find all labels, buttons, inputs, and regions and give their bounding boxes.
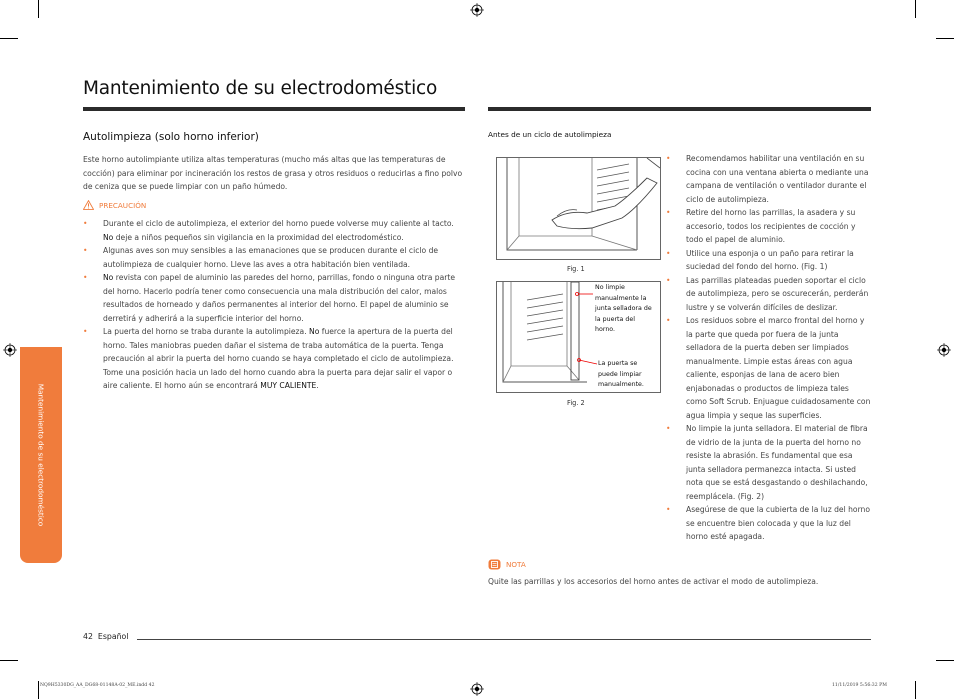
warning-icon [83,200,94,210]
title-rule [83,107,465,111]
list-item: • Las parrillas plateadas pueden soportar el ciclo de autolimpieza, pero se oscurecerán, perderán lustre y se volverán difíciles de deslizar. [666,274,872,315]
note-text: Quite las parrillas y los accesorios del horno antes de activar el modo de autolimpieza. [488,577,819,586]
crop-mark [0,38,18,39]
list-item: • Los residuos sobre el marco frontal del horno y la parte que queda por fuera de la junta selladora de la puerta deben ser limpiados manualmente. Limpie estas áreas con agua caliente, esponjas de lana de acero bien enjabonadas o productos de limpieza tales como Soft Scrub. Enjuague cuidadosamente con agua limpia y seque las superficies. [666,314,872,422]
caution-label: PRECAUCIÓN [99,200,147,210]
registration-mark-icon [937,343,951,357]
footer-rule [137,639,871,640]
figure-1-caption: Fig. 1 [567,265,585,273]
list-item: • Asegúrese de que la cubierta de la luz del horno se encuentre bien colocada y que la luz del horno esté apagada. [666,503,872,544]
section-title: Autolimpieza (solo horno inferior) [83,131,259,143]
list-item: • Utilice una esponja o un paño para retirar la suciedad del fondo del horno. (Fig. 1) [666,247,872,274]
note-label: NOTA [506,560,526,569]
crop-mark [936,660,954,661]
list-item: • Retire del horno las parrillas, la asadera y su accesorio, todos los recipientes de cocción y todo el papel de aluminio. [666,206,872,247]
crop-mark [936,38,954,39]
crop-mark [915,681,916,699]
figure-2-caption: Fig. 2 [567,399,585,407]
crop-mark [38,681,39,699]
list-item: • Durante el ciclo de autolimpieza, el exterior del horno puede volverse muy caliente al tacto. No deje a niños pequeños sin vigilancia en la proximidad del electrodoméstico. [83,217,465,244]
list-item: • No limpie la junta selladora. El material de fibra de vidrio de la junta de la puerta del horno no resiste la abrasión. Es fundamental que esa junta selladora permanezca intacta. Si usted nota que se está desgastando o deshilachando, reemplácela. (Fig. 2) [666,422,872,503]
page-title: Mantenimiento de su electrodoméstico [83,78,438,99]
side-tab-label: Mantenimiento de su electrodoméstico [36,383,46,527]
crop-mark [38,0,39,18]
registration-mark-icon [470,3,484,17]
caution-list [83,217,465,393]
note-heading [488,559,526,570]
title-rule-right [488,107,871,111]
page-number: 42 Español [83,632,129,641]
list-item: • No revista con papel de aluminio las paredes del horno, parrillas, fondo o ninguna otra parte del horno. Hacerlo podría tener como consecuencia una mala distribución del calor, malos resultados de horneado y daños permanentes al interior del horno. El papel de aluminio se derretirá y adherirá a la superficie interior del horno. [83,271,465,325]
page-language: Español [97,632,129,641]
cleaning-steps-list [666,152,872,544]
registration-mark-icon [3,343,17,357]
print-slug: NQ9H5330DG_AA_DG68-01148A-02_ME.indd 42 [40,683,155,688]
note-icon [488,559,501,570]
figures-heading: Antes de un ciclo de autolimpieza [488,130,612,139]
caution-heading [83,200,146,210]
crop-mark [915,0,916,18]
crop-mark [0,660,18,661]
registration-mark-icon [470,682,484,696]
chapter-side-tab [20,347,62,563]
list-item: • Recomendamos habilitar una ventilación en su cocina con una ventana abierta o mediante una campana de ventilación o ventilador durante el ciclo de autolimpieza. [666,152,872,206]
callout-door: La puerta se puede limpiar manualmente. [598,360,644,388]
callout-seal: No limpie manualmente la junta selladora de la puerta del horno. [595,284,652,333]
print-timestamp: 11/11/2019 5:56:32 PM [832,683,887,688]
list-item: • Algunas aves son muy sensibles a las emanaciones que se producen durante el ciclo de autolimpieza de cualquier horno. Lleve las aves a otra habitación bien ventilada. [83,244,465,271]
intro-paragraph: Este horno autolimpiante utiliza altas temperaturas (mucho más altas que las temperaturas de cocción) para eliminar por incineración los restos de grasa y otros residuos o reducirlas a fino polvo de ceniza que se puede limpiar con un paño húmedo. [83,155,463,191]
list-item: • La puerta del horno se traba durante la autolimpieza. No fuerce la apertura de la puerta del horno. Tales maniobras pueden dañar el sistema de traba automática de la puerta. Tenga precaución al abrir la puerta del horno cuando se haya completado el ciclo de autolimpieza. Tome una posición hacia un lado del horno cuando abra la puerta para dejar salir el vapor o aire caliente. El horno aún se encontrará MUY CALIENTE. [83,325,465,393]
figure-1-illustration [496,157,661,260]
